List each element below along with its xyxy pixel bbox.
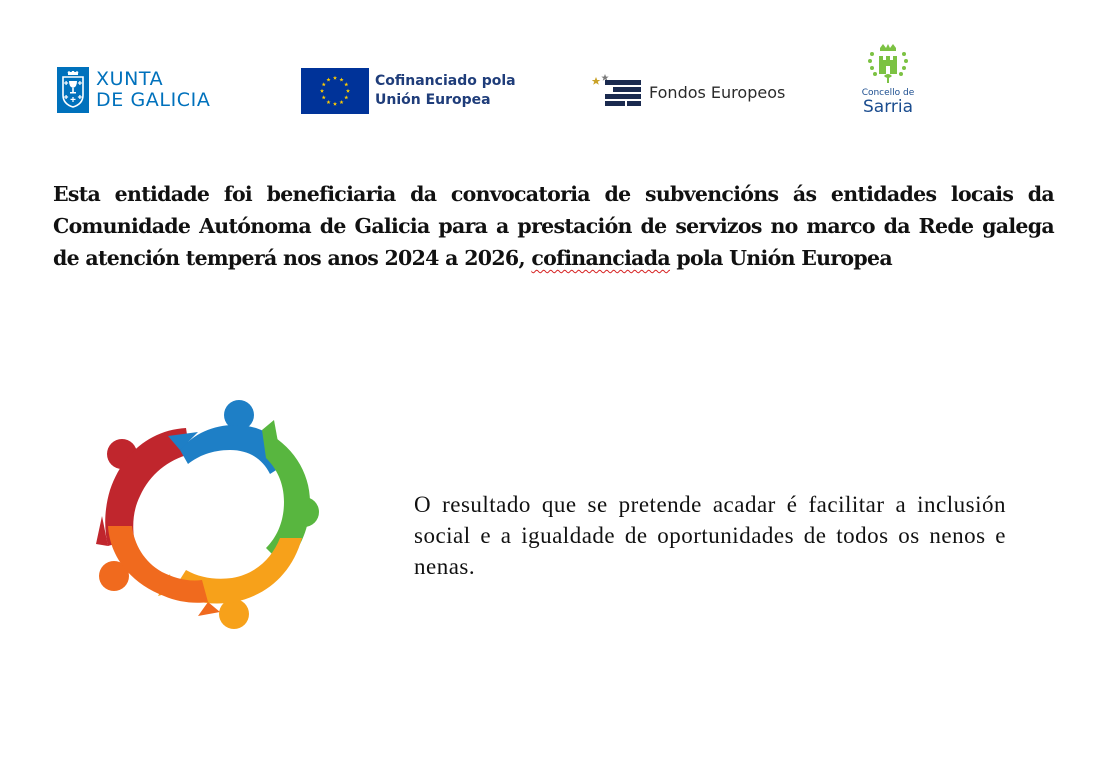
eu-star-icon bbox=[339, 78, 343, 82]
spellcheck-flagged-word: cofinanciada bbox=[531, 246, 670, 270]
xunta-line-1: XUNTA bbox=[96, 68, 164, 90]
funding-statement bbox=[53, 178, 1054, 274]
xunta-line-2: DE GALICIA bbox=[96, 89, 211, 111]
eu-star-icon bbox=[344, 95, 348, 99]
fondos-europeos-mark-icon bbox=[592, 72, 644, 112]
funding-statement-text: Esta entidade foi beneficiaria da convocatoria de subvencións ás entidades locais da Comunidade Autónoma de Galicia para a prestación de servizos no marco da Rede galega de atención temperá nos anos 2024 a 2026, bbox=[53, 182, 1054, 270]
eu-star-icon bbox=[344, 82, 348, 86]
eu-star-icon bbox=[320, 89, 324, 93]
galicia-shield-icon bbox=[57, 67, 89, 113]
funding-statement-end: pola Unión Europea bbox=[669, 246, 892, 270]
people-circle-icon bbox=[88, 398, 332, 634]
fondos-europeos-label: Fondos Europeos bbox=[649, 82, 786, 102]
fondos-europeos-logo bbox=[592, 72, 785, 112]
sarria-line-2: Sarria bbox=[862, 97, 914, 117]
eu-star-icon bbox=[326, 78, 330, 82]
eu-star-icon bbox=[322, 82, 326, 86]
eu-flag-icon bbox=[301, 68, 369, 114]
eu-line-2: Unión Europea bbox=[375, 92, 491, 108]
xunta-wordmark bbox=[96, 69, 210, 111]
eu-star-icon bbox=[322, 95, 326, 99]
eu-star-icon bbox=[326, 100, 330, 104]
sarria-line-1: Concello de bbox=[861, 88, 915, 98]
result-statement: O resultado que se pretende acadar é facilitar a inclusión social e a igualdade de oportunidades de todos os nenos e nenas. bbox=[414, 492, 1006, 579]
eu-line-1: Cofinanciado pola bbox=[375, 73, 516, 89]
sarria-crest-icon bbox=[865, 44, 911, 88]
eu-star-icon bbox=[333, 76, 337, 80]
eu-star-icon bbox=[339, 100, 343, 104]
eu-cofinanced-text bbox=[375, 72, 516, 110]
eu-star-icon bbox=[333, 102, 337, 106]
xunta-de-galicia-logo bbox=[57, 67, 210, 113]
concello-de-sarria-logo bbox=[858, 44, 918, 116]
eu-cofinanced-logo bbox=[301, 68, 516, 114]
eu-star-icon bbox=[346, 89, 350, 93]
